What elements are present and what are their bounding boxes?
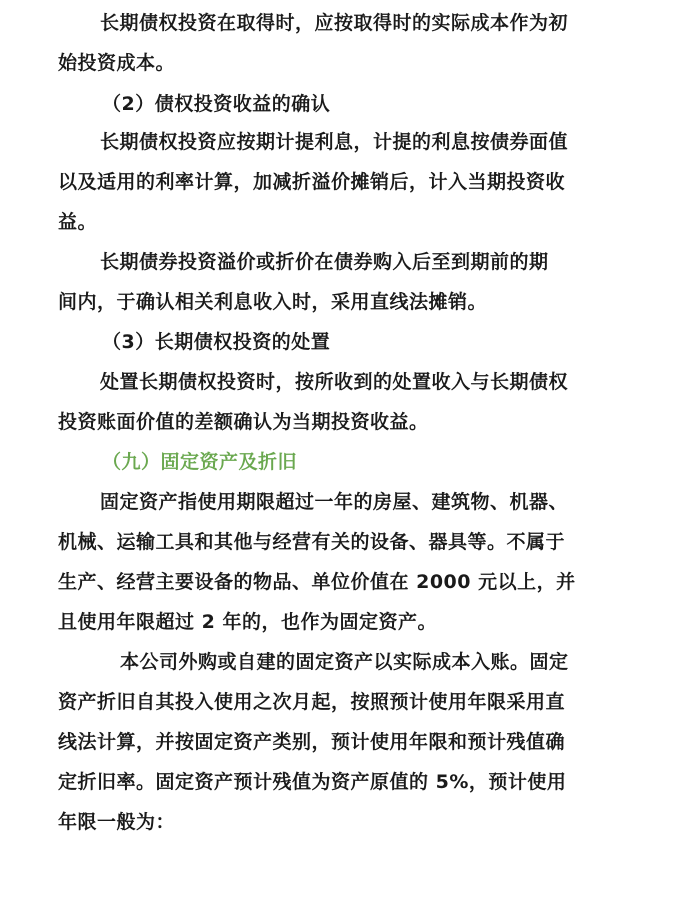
paragraph-line: 线法计算，并按固定资产类别，预计使用年限和预计残值确 <box>58 731 566 753</box>
paragraph-line: 间内，于确认相关利息收入时，采用直线法摊销。 <box>58 291 488 313</box>
paragraph-line: 处置长期债权投资时，按所收到的处置收入与长期债权 <box>100 371 569 393</box>
paragraph-line: 本公司外购或自建的固定资产以实际成本入账。固定 <box>120 651 569 673</box>
paragraph-line: 以及适用的利率计算，加减折溢价摊销后，计入当期投资收 <box>58 171 566 193</box>
paragraph-line: 益。 <box>58 211 98 233</box>
paragraph-line: 年限一般为： <box>58 811 176 833</box>
chapter-heading: （九）固定资产及折旧 <box>102 451 298 473</box>
paragraph-line: 长期债权投资应按期计提利息，计提的利息按债券面值 <box>100 131 569 153</box>
paragraph-line: 始投资成本。 <box>58 52 176 74</box>
paragraph-line: 长期债券投资溢价或折价在债券购入后至到期前的期 <box>100 251 549 273</box>
paragraph-line: 长期债权投资在取得时，应按取得时的实际成本作为初 <box>100 12 569 34</box>
paragraph-line: 投资账面价值的差额确认为当期投资收益。 <box>58 411 429 433</box>
section-heading: （2）债权投资收益的确认 <box>102 93 331 115</box>
paragraph-line: 生产、经营主要设备的物品、单位价值在 2000 元以上，并 <box>58 571 576 593</box>
paragraph-line: 资产折旧自其投入使用之次月起，按照预计使用年限采用直 <box>58 691 566 713</box>
section-heading: （3）长期债权投资的处置 <box>102 331 331 353</box>
paragraph-line: 且使用年限超过 2 年的，也作为固定资产。 <box>58 611 437 633</box>
paragraph-line: 机械、运输工具和其他与经营有关的设备、器具等。不属于 <box>58 531 566 553</box>
paragraph-line: 定折旧率。固定资产预计残值为资产原值的 5%，预计使用 <box>58 771 567 793</box>
paragraph-line: 固定资产指使用期限超过一年的房屋、建筑物、机器、 <box>100 491 569 513</box>
